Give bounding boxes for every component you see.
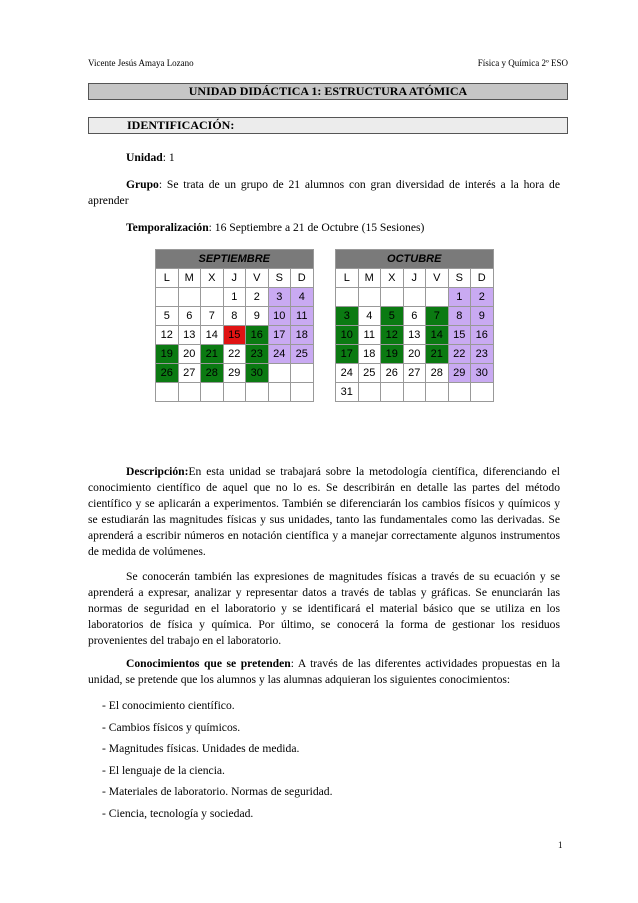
calendar-day: 3 — [268, 288, 291, 307]
calendar-day: 9 — [471, 307, 494, 326]
weekday-header: D — [291, 269, 314, 288]
weekday-header: J — [223, 269, 246, 288]
calendar-day: 25 — [358, 364, 381, 383]
calendar-empty-cell — [291, 364, 314, 383]
weekday-header: D — [471, 269, 494, 288]
unit-title: UNIDAD DIDÁCTICA 1: ESTRUCTURA ATÓMICA — [88, 83, 568, 100]
calendar-day: 4 — [358, 307, 381, 326]
calendar-day: 10 — [336, 326, 359, 345]
calendar-week — [156, 364, 314, 383]
calendar-empty-cell — [471, 383, 494, 402]
header-author: Vicente Jesús Amaya Lozano — [88, 58, 194, 68]
calendar-empty-cell — [426, 288, 449, 307]
calendar-day: 28 — [201, 364, 224, 383]
descripcion-paragraph — [88, 464, 560, 560]
descripcion-text: En esta unidad se trabajará sobre la metodología científica, diferenciando el conocimiento científico de aquel que no lo es. Se describirán en detalle las partes del método científico y se aplicarán a experimentos. También se diferenciarán los cambios físicos y químicos y se estudiarán las magnitudes físicas y sus unidades, tanto las fundamentales como las derivadas. Se aprenderá a escribir números en notación científica y a manejar correctamente algunos instrumentos de medida de volúmenes. — [88, 465, 560, 558]
calendar-week — [336, 307, 494, 326]
weekday-header: V — [246, 269, 269, 288]
calendar-day: 14 — [426, 326, 449, 345]
calendar-day: 3 — [336, 307, 359, 326]
calendar-day: 12 — [381, 326, 404, 345]
calendar-week — [336, 288, 494, 307]
calendar-week — [156, 288, 314, 307]
weekday-header: M — [358, 269, 381, 288]
calendar-empty-cell — [156, 288, 179, 307]
calendar-day: 27 — [403, 364, 426, 383]
unidad-label: Unidad — [126, 151, 163, 164]
descripcion-paragraph-2: Se conocerán también las expresiones de magnitudes físicas a través de su ecuación y se aprenderá a expresar, analizar y representar datos a través de tablas y gráficas. Se enunciarán las normas de seguridad en el laboratorio y se identificará el material básico que se utiliza en los laboratorios de física y química. Por último, se conocerá la forma de gestionar los residuos provenientes del trabajo en el laboratorio. — [88, 570, 560, 647]
calendar-day: 19 — [381, 345, 404, 364]
calendar-day: 23 — [471, 345, 494, 364]
calendar-day: 30 — [246, 364, 269, 383]
calendar-empty-cell — [403, 383, 426, 402]
calendar-day: 31 — [336, 383, 359, 402]
grupo-paragraph — [88, 177, 560, 209]
calendar-day: 1 — [223, 288, 246, 307]
section-title: IDENTIFICACIÓN: — [88, 117, 568, 134]
calendar-empty-cell — [178, 383, 201, 402]
calendar-day: 9 — [246, 307, 269, 326]
calendar-day: 7 — [201, 307, 224, 326]
calendar-day: 10 — [268, 307, 291, 326]
calendar-empty-cell — [201, 383, 224, 402]
calendar-day: 29 — [448, 364, 471, 383]
weekday-header: L — [156, 269, 179, 288]
calendar-empty-cell — [381, 288, 404, 307]
calendar-day: 5 — [156, 307, 179, 326]
descripcion-label: Descripción: — [126, 465, 189, 478]
list-item: - El conocimiento científico. — [102, 699, 235, 712]
weekday-header: J — [403, 269, 426, 288]
calendar-day: 7 — [426, 307, 449, 326]
calendar-day: 22 — [448, 345, 471, 364]
calendar-day: 21 — [426, 345, 449, 364]
grupo-value: : Se trata de un grupo de 21 alumnos con gran diversidad de interés a la hora de aprender — [88, 178, 560, 207]
calendar-week — [336, 326, 494, 345]
conocimientos-list — [102, 698, 333, 827]
calendar-empty-cell — [223, 383, 246, 402]
unidad-line — [88, 150, 560, 166]
weekday-header: S — [448, 269, 471, 288]
calendar-day: 8 — [448, 307, 471, 326]
calendar-empty-cell — [381, 383, 404, 402]
calendar-day: 25 — [291, 345, 314, 364]
calendar-empty-cell — [268, 383, 291, 402]
calendar-day: 11 — [291, 307, 314, 326]
weekday-header: X — [381, 269, 404, 288]
weekday-header: S — [268, 269, 291, 288]
calendar-day: 5 — [381, 307, 404, 326]
calendar-day: 4 — [291, 288, 314, 307]
calendar-empty-cell — [448, 383, 471, 402]
temporalizacion-label: Temporalización — [126, 221, 209, 234]
calendar-day: 24 — [268, 345, 291, 364]
header-course: Física y Química 2º ESO — [477, 58, 568, 68]
calendar-day: 14 — [201, 326, 224, 345]
calendar-day: 27 — [178, 364, 201, 383]
weekday-header: X — [201, 269, 224, 288]
calendar-empty-cell — [246, 383, 269, 402]
list-item: - Materiales de laboratorio. Normas de seguridad. — [102, 785, 333, 798]
calendar-day: 16 — [246, 326, 269, 345]
calendar-week — [336, 383, 494, 402]
calendar-empty-cell — [178, 288, 201, 307]
month-title: OCTUBRE — [336, 250, 494, 269]
calendar-day: 17 — [336, 345, 359, 364]
calendar-day: 28 — [426, 364, 449, 383]
calendar-day: 6 — [178, 307, 201, 326]
calendar-day: 8 — [223, 307, 246, 326]
month-title: SEPTIEMBRE — [156, 250, 314, 269]
calendar-day: 24 — [336, 364, 359, 383]
conocimientos-text: : A través de las diferentes actividades propuestas en la unidad, se pretende que los alumnos y las alumnas adquieran los siguientes conocimientos: — [88, 657, 560, 686]
calendar-empty-cell — [358, 288, 381, 307]
calendar-day: 23 — [246, 345, 269, 364]
list-item: - Magnitudes físicas. Unidades de medida. — [102, 742, 300, 755]
calendar-week — [336, 345, 494, 364]
calendar-week — [156, 383, 314, 402]
unidad-value: : 1 — [162, 151, 175, 164]
weekday-header: M — [178, 269, 201, 288]
calendar-week — [156, 307, 314, 326]
calendar-week — [336, 364, 494, 383]
calendar-day: 29 — [223, 364, 246, 383]
weekday-header: L — [336, 269, 359, 288]
calendar-day: 26 — [381, 364, 404, 383]
list-item: - Ciencia, tecnología y sociedad. — [102, 806, 254, 820]
calendar-week — [156, 345, 314, 364]
calendar-empty-cell — [403, 288, 426, 307]
calendar-day: 17 — [268, 326, 291, 345]
calendar-day: 2 — [471, 288, 494, 307]
calendar-day: 1 — [448, 288, 471, 307]
calendar-day: 18 — [291, 326, 314, 345]
calendar-day: 6 — [403, 307, 426, 326]
calendar-empty-cell — [156, 383, 179, 402]
calendar-day: 20 — [403, 345, 426, 364]
conocimientos-paragraph — [88, 656, 560, 688]
calendar-empty-cell — [268, 364, 291, 383]
temporalizacion-line — [88, 220, 560, 236]
calendar-day: 30 — [471, 364, 494, 383]
calendar-empty-cell — [201, 288, 224, 307]
calendar-day: 20 — [178, 345, 201, 364]
calendar-september — [155, 249, 314, 402]
calendar-day: 12 — [156, 326, 179, 345]
calendar-october — [335, 249, 494, 402]
calendar-day: 16 — [471, 326, 494, 345]
grupo-label: Grupo — [126, 178, 159, 191]
conocimientos-label: Conocimientos que se pretenden — [126, 657, 291, 670]
calendar-day: 26 — [156, 364, 179, 383]
calendar-day: 19 — [156, 345, 179, 364]
calendar-empty-cell — [336, 288, 359, 307]
calendar-day: 15 — [223, 326, 246, 345]
calendar-day: 13 — [403, 326, 426, 345]
calendar-day: 21 — [201, 345, 224, 364]
temporalizacion-value: : 16 Septiembre a 21 de Octubre (15 Sesiones) — [208, 221, 425, 234]
calendar-day: 15 — [448, 326, 471, 345]
list-item: - El lenguaje de la ciencia. — [102, 763, 225, 777]
calendar-empty-cell — [426, 383, 449, 402]
calendar-day: 13 — [178, 326, 201, 345]
calendar-day: 11 — [358, 326, 381, 345]
calendar-week — [156, 326, 314, 345]
calendar-day: 2 — [246, 288, 269, 307]
calendar-empty-cell — [358, 383, 381, 402]
weekday-header: V — [426, 269, 449, 288]
page-number: 1 — [558, 840, 563, 850]
list-item: - Cambios físicos y químicos. — [102, 720, 241, 734]
calendar-empty-cell — [291, 383, 314, 402]
calendar-day: 18 — [358, 345, 381, 364]
calendar-day: 22 — [223, 345, 246, 364]
